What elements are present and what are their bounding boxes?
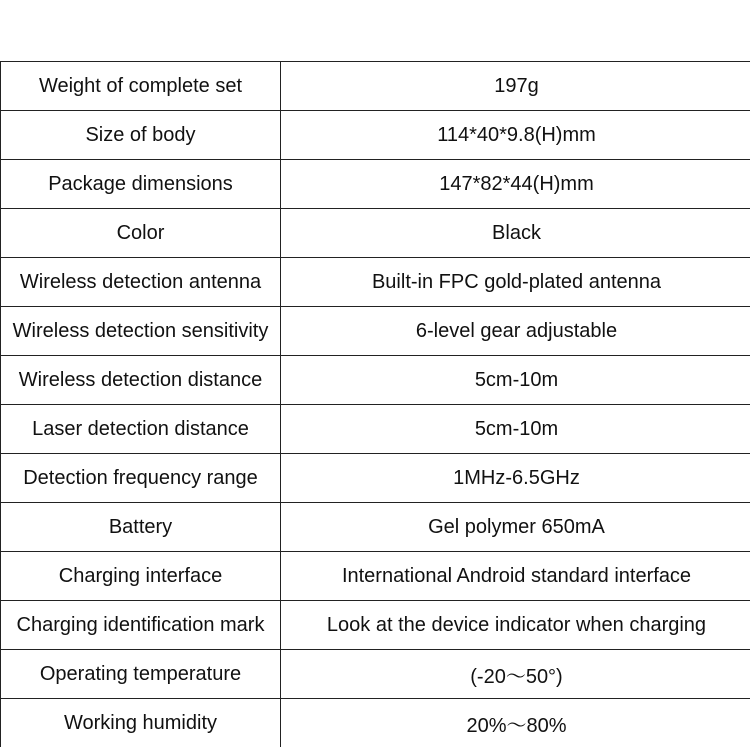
table-row: [1, 650, 750, 699]
spec-label: Working humidity: [1, 699, 281, 748]
table-row: [1, 111, 750, 160]
table-row: [1, 454, 750, 503]
table-row: [1, 258, 750, 307]
spec-label: Laser detection distance: [1, 405, 281, 454]
spec-value: 20%～80%: [281, 699, 750, 748]
spec-value: Gel polymer 650mA: [281, 503, 750, 552]
spec-value: Black: [281, 209, 750, 258]
table-row: [1, 503, 750, 552]
table-row: [1, 405, 750, 454]
spec-label: Battery: [1, 503, 281, 552]
spec-value: 197g: [281, 62, 750, 111]
spec-label: Wireless detection sensitivity: [1, 307, 281, 356]
spec-label: Detection frequency range: [1, 454, 281, 503]
spec-label: Color: [1, 209, 281, 258]
spec-label: Size of body: [1, 111, 281, 160]
table-row: [1, 209, 750, 258]
table-row: [1, 601, 750, 650]
spec-value: 6-level gear adjustable: [281, 307, 750, 356]
table-row: [1, 307, 750, 356]
spec-value: 114*40*9.8(H)mm: [281, 111, 750, 160]
spec-label: Wireless detection distance: [1, 356, 281, 405]
spec-value: 5cm-10m: [281, 405, 750, 454]
table-row: [1, 356, 750, 405]
spec-value: 5cm-10m: [281, 356, 750, 405]
table-row: [1, 699, 750, 748]
spec-value: 147*82*44(H)mm: [281, 160, 750, 209]
spec-label: Weight of complete set: [1, 62, 281, 111]
table-row: [1, 160, 750, 209]
spec-label: Package dimensions: [1, 160, 281, 209]
spec-label: Charging identification mark: [1, 601, 281, 650]
spec-value: (-20～50°): [281, 650, 750, 699]
spec-label: Wireless detection antenna: [1, 258, 281, 307]
spec-value: Built-in FPC gold-plated antenna: [281, 258, 750, 307]
spec-label: Charging interface: [1, 552, 281, 601]
table-row: [1, 62, 750, 111]
specification-table: [0, 61, 750, 747]
spec-value: Look at the device indicator when charging: [281, 601, 750, 650]
spec-value: International Android standard interface: [281, 552, 750, 601]
spec-label: Operating temperature: [1, 650, 281, 699]
spec-value: 1MHz-6.5GHz: [281, 454, 750, 503]
table-row: [1, 552, 750, 601]
